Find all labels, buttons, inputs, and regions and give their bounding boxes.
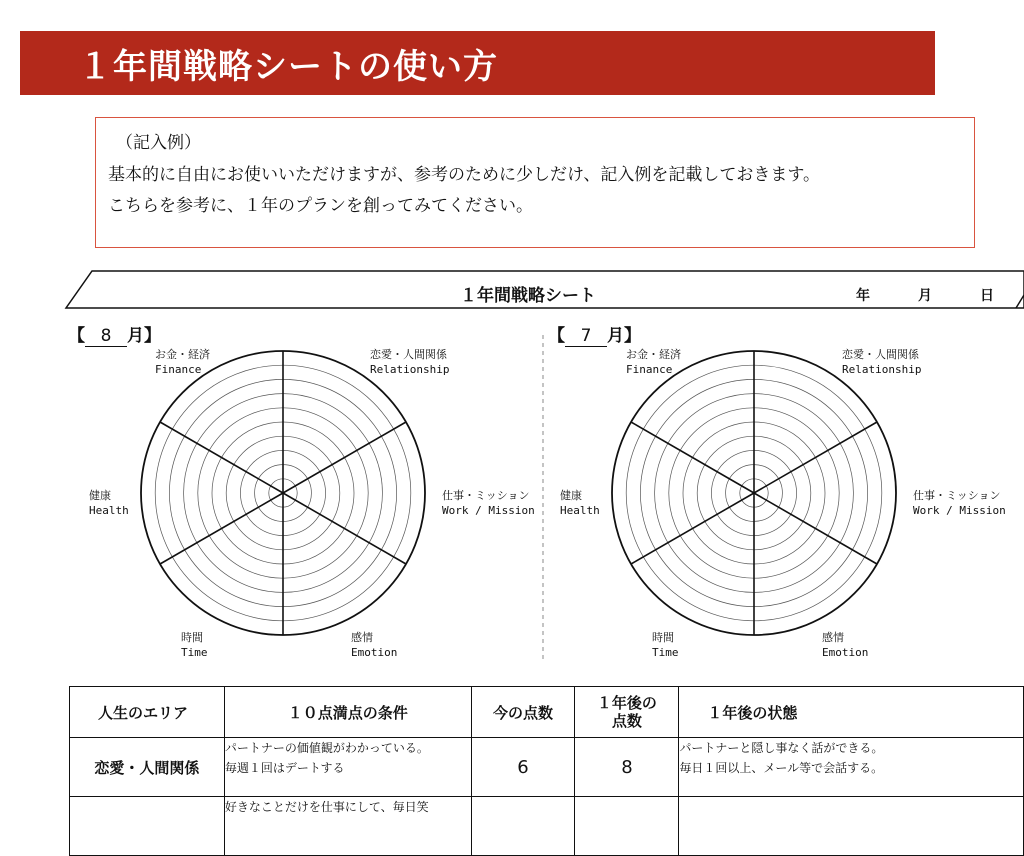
radar-wheel-left — [141, 351, 425, 635]
date-year-label: 年 — [856, 288, 870, 304]
wheel-spoke — [754, 493, 877, 564]
now-score-cell[interactable] — [471, 797, 575, 856]
header-state: １年後の状態 — [679, 687, 1024, 738]
table-row — [70, 797, 1024, 856]
sheet-title: １年間戦略シート — [460, 286, 596, 306]
wheel-spoke — [631, 493, 754, 564]
area-cell[interactable]: 恋愛・人間関係 — [70, 738, 225, 797]
condition-cell[interactable]: パートナーの価値観がわかっている。 毎週１回はデートする — [224, 738, 471, 797]
condition-table — [69, 686, 1024, 856]
axis-label-emotion: 感情 Emotion — [822, 631, 869, 659]
wheel-spoke — [160, 422, 283, 493]
wheel-spoke — [283, 422, 406, 493]
area-cell[interactable] — [70, 797, 225, 856]
header-area: 人生のエリア — [70, 687, 225, 738]
after-score-cell[interactable] — [575, 797, 679, 856]
now-score-cell[interactable]: 6 — [471, 738, 575, 797]
wheel-spoke — [631, 422, 754, 493]
page-title: １年間戦略シートの使い方 — [78, 47, 498, 87]
wheel-month-left: 【 8 月】 — [68, 326, 161, 346]
note-line-2: こちらを参考に、１年のプランを創ってみてください。 — [108, 196, 533, 216]
axis-label-finance: お金・経済 Finance — [155, 348, 210, 376]
header-condition: １０点満点の条件 — [224, 687, 471, 738]
axis-label-finance: お金・経済 Finance — [626, 348, 681, 376]
axis-label-work: 仕事・ミッション Work / Mission — [442, 489, 535, 517]
axis-label-time: 時間 Time — [652, 631, 679, 659]
axis-label-health: 健康 Health — [89, 489, 129, 517]
header-after-score: １年後の 点数 — [575, 687, 679, 738]
table-row — [70, 738, 1024, 797]
date-day-label: 日 — [980, 288, 994, 304]
state-cell[interactable]: パートナーと隠し事なく話ができる。 毎日１回以上、メール等で会話する。 — [679, 738, 1024, 797]
header-now-score: 今の点数 — [471, 687, 575, 738]
wheel-month-right: 【 7 月】 — [548, 326, 641, 346]
table-header-row — [70, 687, 1024, 738]
month-input-left[interactable]: 8 — [85, 326, 127, 347]
month-input-right[interactable]: 7 — [565, 326, 607, 347]
axis-label-emotion: 感情 Emotion — [351, 631, 398, 659]
axis-label-health: 健康 Health — [560, 489, 600, 517]
date-month-label: 月 — [918, 288, 932, 304]
condition-cell[interactable]: 好きなことだけを仕事にして、毎日笑 — [224, 797, 471, 856]
axis-label-relationship: 恋愛・人間関係 Relationship — [370, 348, 450, 376]
note-line-1: 基本的に自由にお使いいただけますが、参考のために少しだけ、記入例を記載しておきます。 — [108, 165, 820, 185]
note-heading: （記入例） — [116, 133, 201, 153]
after-score-cell[interactable]: 8 — [575, 738, 679, 797]
wheel-spoke — [283, 493, 406, 564]
sheet-title-bar-right-slash — [1016, 295, 1024, 308]
axis-label-time: 時間 Time — [181, 631, 208, 659]
axis-label-work: 仕事・ミッション Work / Mission — [913, 489, 1006, 517]
axis-label-relationship: 恋愛・人間関係 Relationship — [842, 348, 922, 376]
wheel-spoke — [754, 422, 877, 493]
radar-wheel-right — [612, 351, 896, 635]
wheel-spoke — [160, 493, 283, 564]
state-cell[interactable] — [679, 797, 1024, 856]
